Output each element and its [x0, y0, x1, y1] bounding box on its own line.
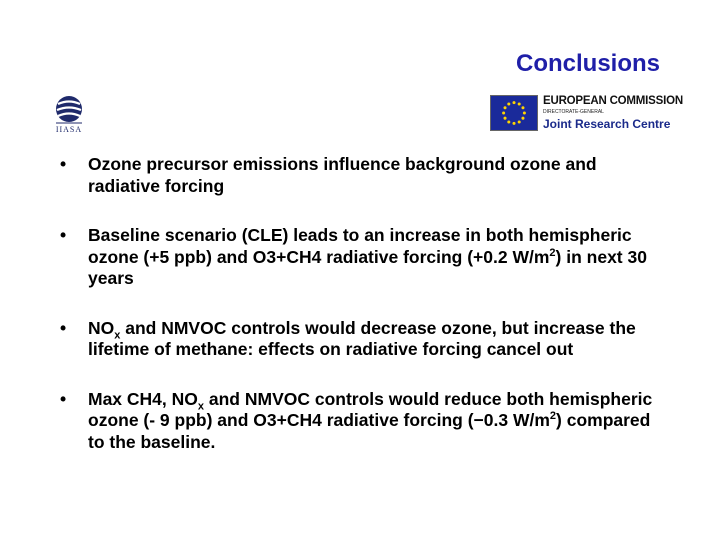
subscript: x [114, 329, 121, 341]
bullet-text: and NMVOC controls would reduce both hemispheric ozone (- 9 ppb) and O3+CH4 radiative forcing (−0.3 W/m [88, 388, 653, 430]
ec-name: EUROPEAN COMMISSION [543, 95, 683, 107]
superscript: 2 [549, 410, 557, 423]
superscript: 2 [549, 246, 556, 259]
bullet-text: Baseline scenario (CLE) leads to an increase in both hemispheric ozone (+5 ppb) and O3+CH4 radiative forcing (+0.2 W/m [88, 225, 632, 267]
ec-jrc-logo [490, 95, 683, 133]
ec-jrc-name: Joint Research Centre [543, 117, 671, 131]
list-item [58, 154, 658, 197]
bullet-symbol: • [60, 225, 67, 245]
bullet-text: NO [88, 317, 115, 338]
bullet-text: Ozone precursor emissions influence background ozone and radiative forcing [88, 154, 597, 196]
bullet-text: and NMVOC controls would decrease ozone, but increase the lifetime of methane: effects on radiative forcing cancel out [88, 317, 636, 359]
bullet-symbol: • [60, 388, 67, 409]
iiasa-logo-text: IIASA [55, 125, 83, 134]
ec-directorate: DIRECTORATE-GENERAL [543, 109, 604, 115]
list-item [58, 318, 658, 361]
list-item [58, 389, 658, 454]
bullet-text: ) compared to the baseline. [88, 410, 651, 452]
bullet-symbol: • [60, 317, 67, 338]
bullet-text: ) in next 30 years [88, 246, 647, 288]
slide-title: Conclusions [515, 50, 660, 77]
bullet-symbol: • [60, 154, 67, 174]
list-item [58, 225, 658, 290]
subscript: x [197, 400, 205, 412]
eu-flag-icon [490, 95, 538, 131]
conclusions-list [58, 154, 658, 453]
bullet-text: Max CH4, NO [88, 388, 198, 409]
